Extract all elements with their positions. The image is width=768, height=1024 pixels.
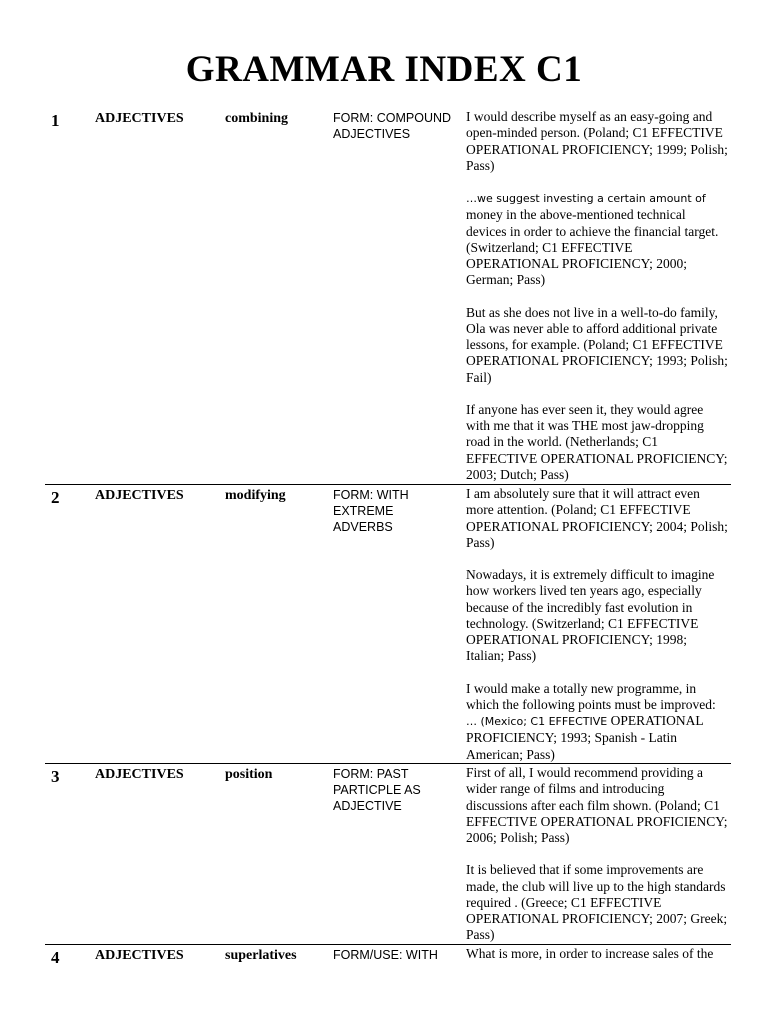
entry-examples [466, 765, 728, 944]
example-lead: …we suggest investing a certain amount of [466, 192, 706, 205]
example-text: I am absolutely sure that it will attract even more attention. (Poland; C1 EFFECTIVE OPERATIONAL PROFICIENCY; 2004; Polish; Pass) [466, 486, 728, 550]
example-text: It is believed that if some improvements are made, the club will live up to the high standards required . (Greece; C1 EFFECTIVE OPERATIONAL PROFICIENCY; 2007; Greek; Pass) [466, 862, 728, 943]
entry-subcategory: combining [225, 111, 289, 126]
entry-number: 3 [51, 767, 60, 786]
entry-form: FORM: PAST PARTICPLE AS ADJECTIVE [333, 767, 421, 813]
entry-number: 1 [51, 111, 60, 130]
example-text: First of all, I would recommend providing a wider range of films and introducing discussions after each film shown. (Poland; C1 EFFECTIVE OPERATIONAL PROFICIENCY; 2006; Polish; Pass) [466, 765, 728, 845]
example-text: I would describe myself as an easy-going and open-minded person. (Poland; C1 EFFECTIVE OPERATIONAL PROFICIENCY; 1999; Polish; Pass) [466, 109, 728, 173]
entry-form: FORM/USE: WITH [333, 948, 438, 962]
entry-form: FORM: WITH EXTREME ADVERBS [333, 488, 409, 534]
grammar-entry [45, 763, 731, 943]
entry-examples [466, 486, 728, 763]
entry-subcategory: position [225, 767, 273, 782]
example-text: If anyone has ever seen it, they would agree with me that it was THE most jaw-dropping road in the world. (Netherlands; C1 EFFECTIVE OPERATIONAL PROFICIENCY; 2003; Dutch; Pass) [466, 401, 728, 482]
example-body: I would make a totally new programme, in which the following points must be improved: [466, 680, 716, 712]
entry-number: 2 [51, 488, 60, 507]
entry-category: ADJECTIVES [95, 767, 184, 782]
entry-subcategory: superlatives [225, 948, 297, 963]
entry-category: ADJECTIVES [95, 948, 184, 963]
entry-number: 4 [51, 948, 60, 967]
grammar-entry [45, 484, 731, 762]
entry-subcategory: modifying [225, 488, 286, 503]
example-after: OPERATIONAL PROFICIENCY; 1993; Spanish - Latin American; Pass) [466, 713, 704, 762]
example-text [466, 681, 728, 763]
example-text: Nowadays, it is extremely difficult to imagine how workers lived ten years ago, especially because of the incredibly fast evolution in technology. (Switzerland; C1 EFFECTIVE OPERATIONAL PROFICIENCY; 1998; Italian; Pass) [466, 567, 715, 664]
example-text [466, 190, 728, 289]
entry-category: ADJECTIVES [95, 488, 184, 503]
page-title: GRAMMAR INDEX C1 [185, 49, 583, 90]
example-text: What is more, in order to increase sales of the [466, 946, 714, 961]
example-text: But as she does not live in a well-to-do family, Ola was never able to afford additional private lessons, for example. (Poland; C1 EFFECTIVE OPERATIONAL PROFICIENCY; 1993; Polish; Fail) [466, 304, 728, 385]
example-body: money in the above-mentioned technical devices in order to achieve the financial target. (Switzerland; C1 EFFECTIVE OPERATIONAL PROFICIENCY; 2000; German; Pass) [466, 207, 719, 288]
grammar-entry [45, 944, 731, 967]
entry-examples [466, 946, 728, 962]
entry-form: FORM: COMPOUND ADJECTIVES [333, 111, 452, 141]
entry-examples [466, 109, 728, 483]
entry-category: ADJECTIVES [95, 111, 184, 126]
example-tail: … (Mexico; C1 EFFECTIVE [466, 715, 608, 728]
